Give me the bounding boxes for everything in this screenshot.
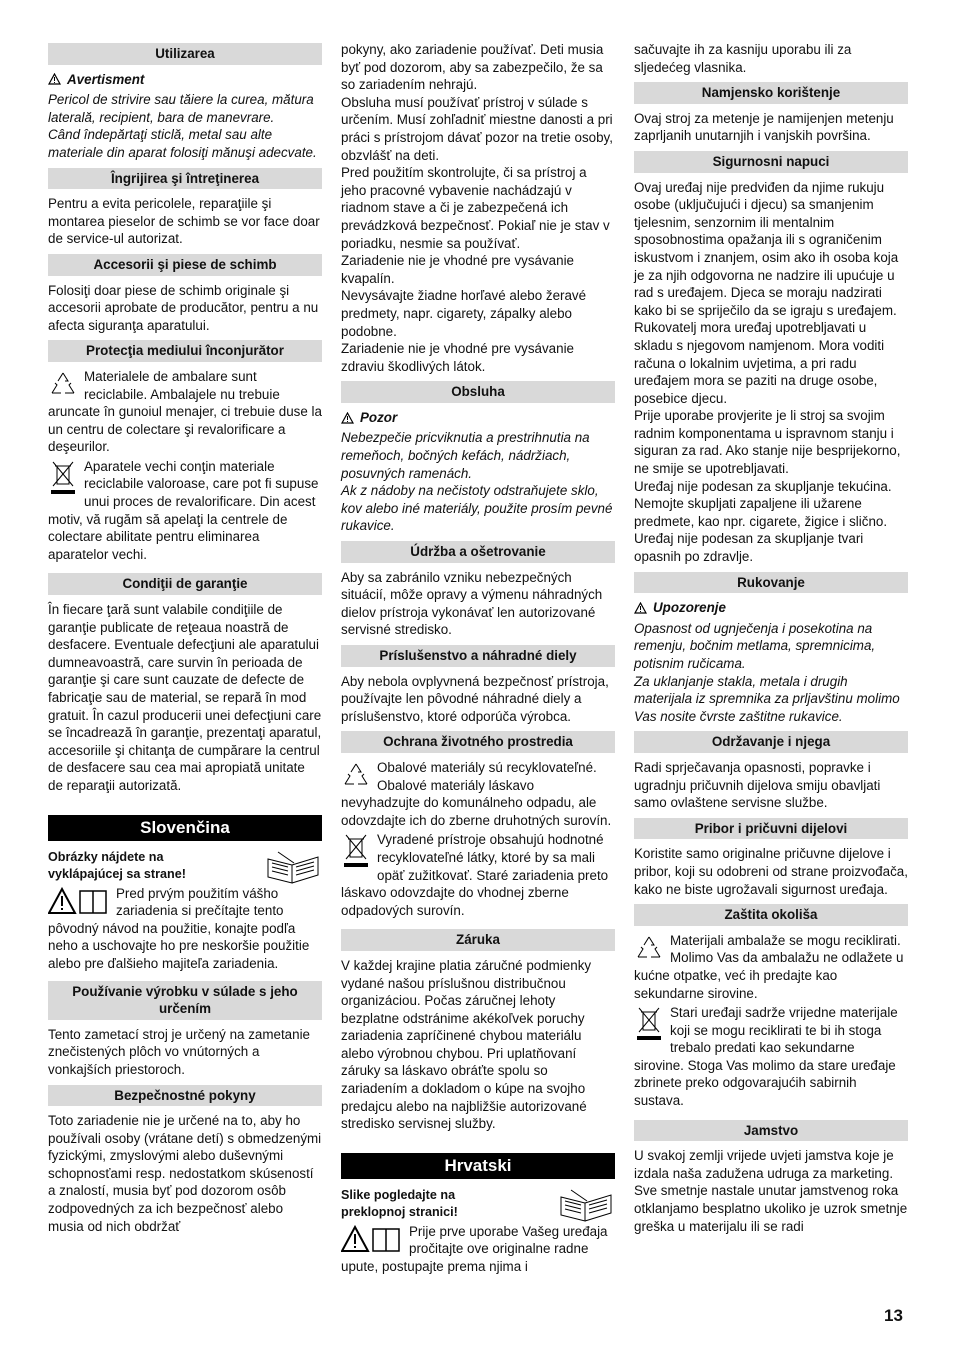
warning-text: Nebezpečie pricviknutia a prestrihnutia na remeňoch, bočných kefách, nádržiach, posuvných ramenách. xyxy=(341,430,590,481)
warning-label: Avertisment xyxy=(48,71,322,89)
heading-jamstvo: Jamstvo xyxy=(634,1120,908,1142)
warning-triangle-icon xyxy=(341,412,354,424)
open-book-icon xyxy=(264,849,322,885)
intro-paragraph xyxy=(48,885,322,973)
paragraph: Obsluha musí používať prístroj v súlade s určením. Musí zohľadniť miestne danosti a pri práci s prístrojom dávať pozor na tretie osoby, obzvlášť na deti. xyxy=(341,94,613,163)
disposal-paragraph xyxy=(341,831,615,919)
paragraph: Aparatele vechi conţin materiale reciclabile valoroase, care pot fi supuse unui proces de revalorificare. Din acest motiv, vă rugăm să apelaţi la centrele de colectare abilitate pentru eliminarea aparatelor vechi. xyxy=(48,458,319,562)
paragraph: Pred použitím skontrolujte, či sa prístroj a jeho pracovné vybavenie nachádzajú v riadnom stave a či je zabezpečená ich prevádzková bezpečnosť. Pokiaľ nie je stav v poriadku, nesmie sa používať. xyxy=(341,165,610,251)
warning-manual-icon xyxy=(48,887,110,915)
recycle-icon xyxy=(634,934,664,964)
heading-utilizarea: Utilizarea xyxy=(48,43,322,65)
picture-note-text: Slike pogledajte na preklopnoj stranici! xyxy=(341,1187,458,1219)
heading-zastita: Zaštita okoliša xyxy=(634,904,908,926)
recycle-icon xyxy=(48,370,78,400)
heading-pribor: Pribor i pričuvni dijelovi xyxy=(634,818,908,840)
column-romanian xyxy=(48,41,322,1241)
paragraph: Pentru a evita pericolele, reparaţiile şi montarea pieselor de schimb se vor face doar de service-ul autorizat. xyxy=(48,196,320,247)
paragraph: Toto zariadenie nie je určené na to, aby ho používali osoby (vrátane detí) s obmedzenými fyzickými, zmyslovými alebo duševnými schopnosťami resp. nedostatkom skúseností a znalostí, musia byť pod dozorom osôb zodpovedných za ich bezpečnosť alebo musia od nich obdržať xyxy=(48,1113,322,1234)
warning-manual-icon xyxy=(341,1225,403,1253)
paragraph: Rukovatelj mora uređaj upotrebljavati u skladu s njegovom namjenom. Mora voditi računa o lokalnim uvjetima, a pri radu uređajem mora se paziti na druge osobe, posebice djecu. xyxy=(634,320,885,406)
picture-note-text: Obrázky nájdete na vyklápajúcej sa strane! xyxy=(48,849,186,881)
paragraph: Tento zametací stroj je určený na zametanie znečistených plôch vo vnútorných a vonkajších priestoroch. xyxy=(48,1026,310,1077)
paragraph: În fiecare ţară sunt valabile condiţiile de garanţie publicate de reţeaua noastră de desfacere. Eventuale defecţiuni ale aparatului dumneavoastră, care survin în perioada de garanţie şi care sunt cauzate de defecte de fabricaţie sau de material, se repară în mod gratuit. În cazul producerii unei defecţiuni care se încadrează în garanţie, prezentaţi aparatul, accesoriile şi chitanţa de cumpărare la centrul de desfacere sau cea mai apropiată unitate de reparaţii autorizată. xyxy=(48,602,322,793)
warning-text: Za uklanjanje stakla, metala i drugih materijala iz spremnika za prljavštinu molimo Vas nosite čvrste zaštitne rukavice. xyxy=(634,673,900,724)
heading-garantie: Condiţii de garanţie xyxy=(48,573,322,595)
paragraph: Nemojte skupljati zapaljene ili užarene predmete, kao npr. cigarete, žigice i slično. xyxy=(634,496,888,529)
intro-paragraph xyxy=(341,1223,615,1276)
crossed-bin-icon xyxy=(341,833,371,869)
heading-zaruka: Záruka xyxy=(341,929,615,951)
column-slovak xyxy=(341,41,615,1278)
column-croatian xyxy=(634,41,908,1241)
recycle-icon xyxy=(341,761,371,791)
warning-text: Opasnost od ugnječenja i posekotina na remenju, bočnim metlama, spremnicima, potisnim ručicama. xyxy=(634,620,876,671)
warning-triangle-icon xyxy=(48,73,61,85)
heading-sigurnosni: Sigurnosni napuci xyxy=(634,151,908,173)
heading-rukovanje: Rukovanje xyxy=(634,572,908,594)
paragraph: Prije prve uporabe Vašeg uređaja pročitajte ove originalne radne upute, postupajte prema njima i xyxy=(341,1223,608,1275)
heading-obsluha: Obsluha xyxy=(341,381,615,403)
paragraph: Stari uređaji sadrže vrijedne materijale koji se mogu reciklirati te bi ih stoga trebalo predati kao sekundarne sirovine. Stoga Vas molimo da stare uređaje zbrinete preko odgovarajućih sabirnih sustava. xyxy=(634,1005,898,1109)
paragraph: Zariadenie nie je vhodné pre vysávanie zdraviu škodlivých látok. xyxy=(341,341,574,374)
recycle-paragraph xyxy=(634,932,908,1002)
recycle-paragraph xyxy=(48,368,322,456)
paragraph: sačuvajte ih za kasniju uporabu ili za sljedećeg vlasnika. xyxy=(634,42,852,75)
language-heading-croatian: Hrvatski xyxy=(341,1153,615,1179)
picture-note xyxy=(48,849,322,885)
warning-text: Ak z nádoby na nečistoty odstraňujete sklo, kov alebo iné materiály, použite prosím pevné rukavice. xyxy=(341,483,613,534)
heading-ingrijire: Îngrijirea şi întreţinerea xyxy=(48,168,322,190)
warning-label: Pozor xyxy=(341,409,615,427)
heading-odrzavanje: Održavanje i njega xyxy=(634,731,908,753)
heading-namjensko: Namjensko korištenje xyxy=(634,82,908,104)
disposal-paragraph xyxy=(48,458,322,564)
paragraph: Materialele de ambalare sunt reciclabile. Ambalajele nu trebuie aruncate în gunoiul menajer, ci trebuie duse la un centru de colectare şi revalorificare a deşeurilor. xyxy=(48,368,322,455)
paragraph: Obalové materiály sú recyklovateľné. Obalové materiály láskavo nevyhadzujte do komunálneho odpadu, ale odovzdajte ich do zberne druhotných surovín. xyxy=(341,759,612,828)
paragraph: Folosiţi doar piese de schimb originale şi accesorii aprobate de producător, pentru a nu afecta siguranţa aparatului. xyxy=(48,282,319,333)
open-book-icon xyxy=(557,1187,615,1223)
heading-udrzba: Údržba a ošetrovanie xyxy=(341,541,615,563)
language-heading-slovak: Slovenčina xyxy=(48,815,322,841)
paragraph: Prije uporabe provjerite je li stroj sa svojim radnim komponentama u ispravnom stanju i siguran za rad. Ako stanje nije besprijekorno, ne smije se upotrebljavati. xyxy=(634,408,901,477)
paragraph: Zariadenie nie je vhodné pre vysávanie kvapalín. xyxy=(341,253,574,286)
paragraph: Vyradené prístroje obsahujú hodnotné recyklovateľné látky, ktoré by sa mali opäť zužitkovať. Staré zariadenia preto láskavo odovzdajte do vhodnej zberne odpadových surovín. xyxy=(341,832,609,918)
picture-note xyxy=(341,1187,615,1223)
paragraph: Pred prvým použitím vášho zariadenia si prečítajte tento pôvodný návod na použitie, konajte podľa neho a uschovajte ho pre neskoršie použitie alebo pre ďalšieho majiteľa zariadenia. xyxy=(48,885,310,971)
paragraph: U svakoj zemlji vrijede uvjeti jamstva koje je izdala naša zadužena udruga za marketing. Sve smetnje nastale unutar jamstvenog roka otklanjamo besplatno ukoliko je uzrok smetnje greška u materijalu ili se radi xyxy=(634,1148,908,1234)
heading-sk-pouzivanie: Používanie výrobku v súlade s jeho určením xyxy=(48,981,322,1020)
paragraph: Materijali ambalaže se mogu reciklirati. Molimo Vas da ambalažu ne odlažete u kućne otpatke, već ih predajte kao sekundarne sirovine. xyxy=(634,932,904,1001)
heading-accesorii: Accesorii şi piese de schimb xyxy=(48,254,322,276)
warning-label: Upozorenje xyxy=(634,599,908,617)
paragraph: Uređaj nije podesan za skupljanje tvari opasnih po zdravlje. xyxy=(634,531,864,565)
heading-ochrana: Ochrana životného prostredia xyxy=(341,731,615,753)
paragraph: Radi sprječavanja opasnosti, popravke i ugradnju pričuvnih dijelova smiju obavljati samo ovlaštene servisne službe. xyxy=(634,759,881,811)
paragraph: Aby sa zabránilo vzniku nebezpečných situácií, môže opravy a výmenu náhradných dielov prístroja vykonávať len autorizované servisné stredisko. xyxy=(341,569,603,638)
heading-prislusenstvo: Príslušenstvo a náhradné diely xyxy=(341,645,615,667)
crossed-bin-icon xyxy=(634,1006,664,1042)
paragraph: Uređaj nije podesan za skupljanje tekućina. xyxy=(634,478,892,494)
page-number: 13 xyxy=(884,1306,903,1325)
paragraph: Aby nebola ovplyvnená bezpečnosť prístroja, používajte len pôvodné náhradné diely a príslušenstvo, ktoré odporúča výrobca. xyxy=(341,673,609,724)
disposal-paragraph xyxy=(634,1004,908,1110)
paragraph: pokyny, ako zariadenie používať. Deti musia byť pod dozorom, aby sa zabezpečilo, že sa so zariadením nehrajú. xyxy=(341,42,604,93)
paragraph: Ovaj uređaj nije predviđen da njime rukuju osobe (uključujući i djecu) sa smanjenim tjelesnim, senzornim ili mentalnim sposobnostima opažanja ili s ograničenim iskustvom i znanjem, osim ako ih osoba koja je za njih odgovorna ne nadzire ili upućuje u rad s uređajem. Djeca se moraju nadzirati kako bi se spriječilo da se igraju s uređajem. xyxy=(634,179,899,318)
warning-triangle-icon xyxy=(634,602,647,614)
paragraph: V každej krajine platia záručné podmienky vydané našou príslušnou distribučnou organizáciou. Počas záručnej lehoty bezplatne odstránime akékoľvek poruchy zariadenia zapríčinené chybou materiálu alebo výrobnou chybou. Pri uplatňovaní záruky sa láskavo obráťte spolu so zariadením a dokladom o kúpe na svojho predajcu alebo na najbližšie autorizované stredisko servisnej služby. xyxy=(341,957,592,1132)
paragraph: Nevysávajte žiadne horľavé alebo žeravé predmety, napr. cigarety, zápalky alebo podobne. xyxy=(341,288,587,339)
paragraph: Ovaj stroj za metenje je namijenjen metenju zaprljanih unutarnjih i vanjskih površina. xyxy=(634,110,894,144)
heading-mediu: Protecţia mediului înconjurător xyxy=(48,340,322,362)
warning-text: Pericol de strivire sau tăiere la curea, mătura laterală, recipient, bara de manevrare. xyxy=(48,92,314,125)
crossed-bin-icon xyxy=(48,460,78,496)
recycle-paragraph xyxy=(341,759,615,829)
heading-sk-bezpecnost: Bezpečnostné pokyny xyxy=(48,1085,322,1107)
warning-text: Când îndepărtaţi sticlă, metal sau alte materiale din aparat folosiţi mănuşi adecvate. xyxy=(48,127,317,160)
paragraph: Koristite samo originalne pričuvne dijelove i pribor, koji su odobreni od strane proizvođača, kako ne biste ugrožavali sigurnost uređaja. xyxy=(634,846,908,897)
